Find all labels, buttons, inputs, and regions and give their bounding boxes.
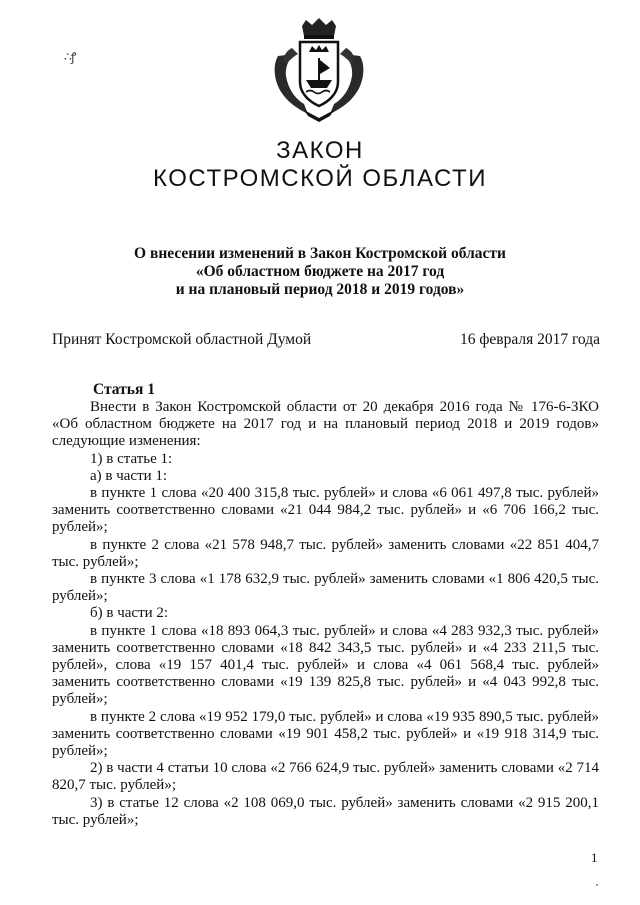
paragraph: 2) в части 4 статьи 10 слова «2 766 624,9 тыс. рублей» заменить словами «2 714 820,7 тыс. рублей»; [52,760,599,794]
paragraph: 1) в статье 1: [90,450,173,467]
paragraph: в пункте 2 слова «19 952 179,0 тыс. рублей» и слова «19 935 890,5 тыс. рублей» заменить соответственно словами «19 901 458,2 тыс. рублей» и «19 918 314,9 тыс. рублей»; [52,708,599,760]
paragraph: а) в части 1: [90,467,168,484]
subtitle-line-1: О внесении изменений в Закон Костромской области [134,245,506,262]
subtitle-line-3: и на плановый период 2018 и 2019 годов» [175,281,465,298]
scan-speck [596,884,598,886]
page-number: 1 [591,850,598,865]
paragraph: Внести в Закон Костромской области от 20 декабря 2016 года № 176-6-ЗКО «Об областном бюджете на 2017 год и на плановый период 2018 и 2019 годов» следующие изменения: [52,399,599,450]
article-title: Статья 1 [93,381,155,398]
paragraph: в пункте 1 слова «20 400 315,8 тыс. рублей» и слова «6 061 497,8 тыс. рублей» заменить соответственно словами «21 044 984,2 тыс. рублей» и «6 706 166,2 тыс. рублей»; [52,485,599,536]
article-body [52,399,599,829]
law-region: КОСТРОМСКОЙ ОБЛАСТИ [153,165,487,192]
adopted-by: Принят Костромской областной Думой [52,331,312,348]
subtitle-line-2: «Об областном бюджете на 2017 год [195,263,445,280]
law-title: ЗАКОН [276,137,364,164]
paragraph: 3) в статье 12 слова «2 108 069,0 тыс. рублей» заменить словами «2 915 200,1 тыс. рублей»; [52,794,599,828]
paragraph: в пункте 3 слова «1 178 632,9 тыс. рублей» заменить словами «1 806 420,5 тыс. рублей»; [52,571,599,605]
coat-of-arms-icon [264,18,374,122]
adopted-date: 16 февраля 2017 года [459,331,600,348]
paragraph: в пункте 1 слова «18 893 064,3 тыс. рублей» и слова «4 283 932,3 тыс. рублей» заменить соответственно словами «18 842 343,5 тыс. рублей» и «4 233 211,5 тыс. рублей», слова «19 157 401,4 тыс. рублей» и слова «4 061 568,4 тыс. рублей» заменить соответственно словами «19 139 825,8 тыс. рублей» и «4 043 992,8 тыс. рублей»; [52,622,599,708]
paragraph: в пункте 2 слова «21 578 948,7 тыс. рублей» заменить словами «22 851 404,7 тыс. рублей»; [52,536,599,570]
handwritten-mark: ∴ꝭ [64,50,76,64]
paragraph: б) в части 2: [90,605,169,622]
